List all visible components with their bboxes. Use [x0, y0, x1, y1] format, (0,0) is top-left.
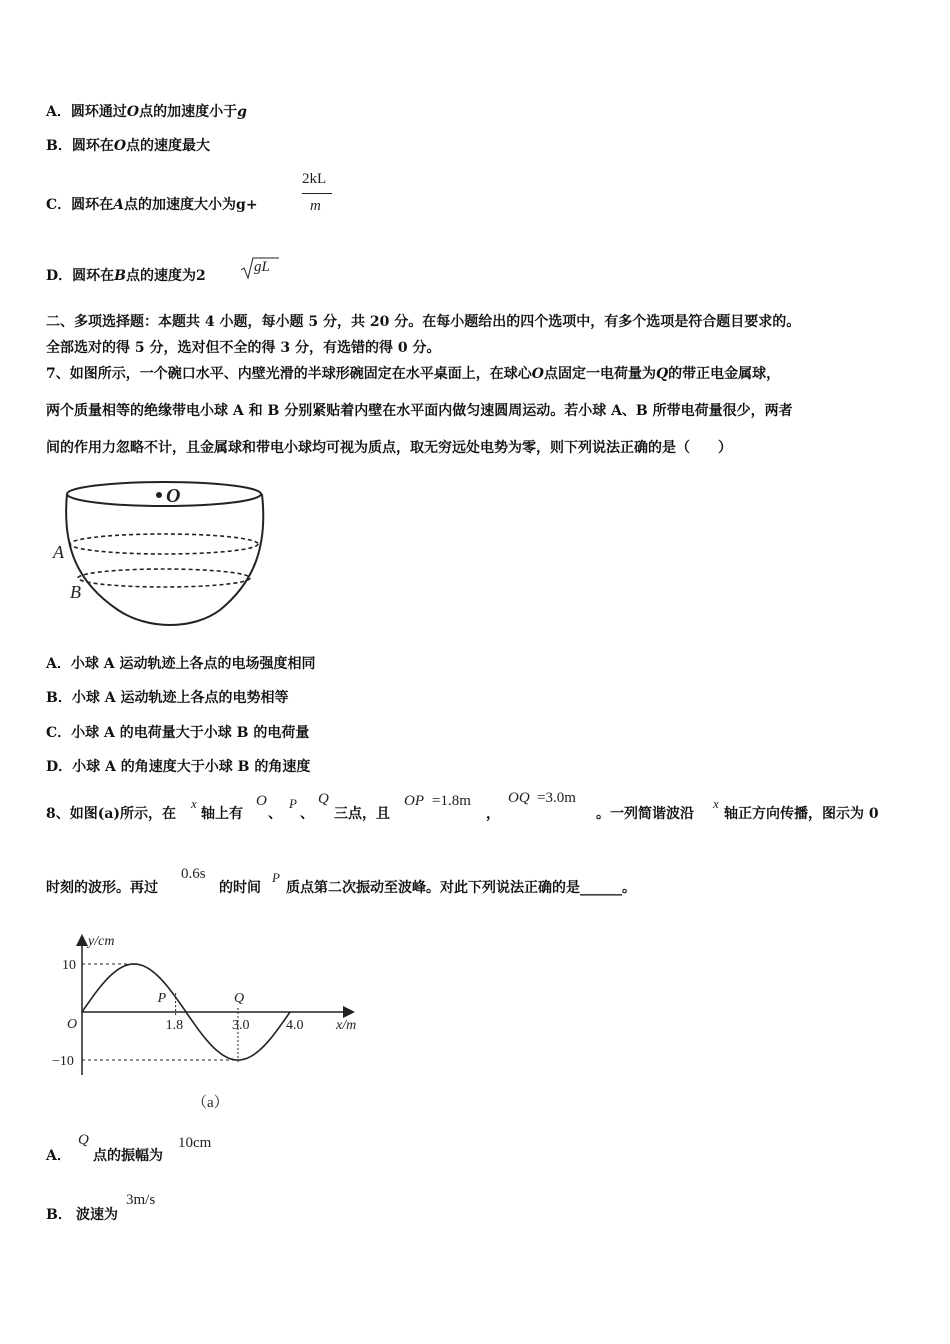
bowl-figure — [48, 478, 278, 638]
math-var: B — [114, 268, 126, 284]
ring-a-orbit — [70, 534, 258, 554]
wave-data-point — [159, 977, 161, 979]
q8-oq-lhs: OQ — [508, 790, 530, 806]
x-tick-label: 1.8 — [165, 1018, 184, 1033]
option-text: 小球 A 运动轨迹上各点的电场强度相同 — [70, 656, 316, 672]
option-text: 小球 A 运动轨迹上各点的电势相等 — [71, 690, 289, 706]
x-tick-label: 4.0 — [286, 1018, 304, 1033]
math-var: O — [126, 104, 140, 120]
q8-x2: x — [713, 796, 719, 811]
math-var: A — [113, 197, 125, 213]
q8-option-a-text: 点的振幅为 — [93, 1148, 163, 1164]
q8-option-b[interactable]: B． — [46, 1207, 72, 1223]
q7-stem-line2: 两个质量相等的绝缘带电小球 A 和 B 分别紧贴着内壁在水平面内做匀速圆周运动。若小球 A、B 所带电荷量很少，两者 — [46, 403, 793, 419]
point-q-label: Q — [234, 991, 245, 1006]
section-header-line2: 全部选对的得 5 分，选对但不全的得 3 分，有选错的得 0 分。 — [46, 340, 441, 356]
wave-graph — [40, 925, 370, 1115]
q8-op-lhs: OP — [404, 793, 424, 809]
option-label: D． — [46, 759, 73, 775]
q8-option-a[interactable]: A． — [46, 1148, 71, 1164]
q8-option-b-value: 3m/s — [126, 1192, 156, 1208]
q7-option-a[interactable] — [46, 655, 315, 673]
option-label: C． — [46, 197, 72, 213]
y-tick-max: 10 — [62, 958, 76, 973]
option-label: D． — [46, 268, 73, 284]
q8-point-q: Q — [318, 791, 329, 807]
center-label: O — [166, 485, 181, 507]
option-text: 小球 A 的角速度大于小球 B 的角速度 — [72, 759, 311, 775]
section-header-line1: 二、多项选择题：本题共 4 小题，每小题 5 分，共 20 分。在每小题给出的四个选项中，有多个选项是符合题目要求的。 — [46, 314, 801, 330]
q6-option-b[interactable] — [46, 137, 210, 155]
bowl-outline — [66, 494, 263, 625]
q8-option-a-value: 10cm — [178, 1135, 212, 1151]
option-text: 点的加速度小于 — [139, 104, 238, 120]
stem-text: 7、如图所示，一个碗口水平、内壁光滑的半球形碗固定在水平桌面上，在球心 — [46, 366, 532, 382]
wave-data-point — [81, 1011, 83, 1013]
q8-point-p: P — [289, 796, 297, 811]
option-label: B． — [46, 138, 72, 154]
q6-option-c[interactable] — [46, 196, 258, 214]
q8-stem-b: 轴上有 — [201, 806, 243, 822]
math-var: Q — [655, 366, 669, 382]
ring-a-label: A — [53, 542, 64, 562]
q8-line2b: 的时间 — [219, 880, 261, 896]
option-label: A． — [46, 104, 71, 120]
q8-line2a: 时刻的波形。再过 — [46, 880, 158, 896]
wave-data-point — [107, 977, 109, 979]
q8-stem-a: 8、如图(a)所示，在 — [46, 806, 177, 822]
y-tick-min: −10 — [52, 1054, 74, 1069]
wave-data-point — [263, 1045, 265, 1047]
q8-line2c: 质点第二次振动至波峰。对此下列说法正确的是______。 — [286, 880, 636, 896]
option-text: 点的速度最大 — [126, 138, 211, 154]
fraction-denominator: m — [310, 198, 321, 214]
q8-option-b-text: 波速为 — [76, 1207, 118, 1223]
q8-point-o: O — [256, 793, 267, 809]
option-label: A． — [46, 656, 71, 672]
q8-comma: ， — [486, 806, 500, 822]
graph-caption: （a） — [192, 1095, 229, 1111]
x-axis-label: x/m — [336, 1018, 357, 1033]
stem-text: 的带正电金属球， — [668, 366, 781, 382]
math-var: O — [531, 366, 544, 382]
math-var: g — [237, 104, 247, 120]
q7-option-d[interactable] — [46, 758, 310, 776]
wave-data-point — [211, 1045, 213, 1047]
option-text: g+ — [236, 197, 258, 213]
bowl-rim — [67, 482, 261, 506]
q8-point-p2: P — [272, 870, 280, 885]
q7-option-c[interactable] — [46, 724, 309, 742]
q7-option-b[interactable] — [46, 689, 288, 707]
q8-sep1: 、 — [268, 806, 282, 822]
q8-stem-d: 。一列简谐波沿 — [596, 806, 694, 822]
q8-stem-c: 三点，且 — [334, 806, 390, 822]
q8-stem-e: 轴正方向传播，图示为 0 — [724, 806, 879, 822]
option-text: 小球 A 的电荷量大于小球 B 的电荷量 — [71, 725, 310, 741]
point-p-label: P — [157, 991, 167, 1006]
q6-option-a[interactable] — [46, 103, 247, 121]
q8-oq-rhs: =3.0m — [537, 790, 576, 806]
option-text: 圆环在 — [71, 197, 114, 213]
y-axis-label: y/cm — [88, 934, 115, 949]
fraction-numerator: 2kL — [302, 171, 327, 187]
option-text: 2 — [195, 268, 206, 284]
q8-sep2: 、 — [300, 806, 314, 822]
fraction-bar — [302, 193, 332, 194]
q8-option-a-var: Q — [78, 1132, 89, 1148]
origin-label: O — [67, 1017, 78, 1032]
math-var: O — [113, 138, 127, 154]
option-text: 圆环在 — [71, 138, 114, 154]
center-point — [156, 492, 162, 498]
option-text: 点的速度为 — [125, 268, 196, 284]
ring-b-label: B — [70, 582, 81, 602]
ring-b-orbit — [78, 569, 250, 587]
option-text: 点的加速度大小为 — [124, 197, 237, 213]
q7-stem-line1 — [46, 365, 780, 383]
wave-data-point — [185, 1011, 187, 1013]
radicand: gL — [254, 259, 270, 275]
option-label: B． — [46, 690, 72, 706]
q8-time: 0.6s — [181, 866, 206, 882]
wave-data-point — [289, 1011, 291, 1013]
stem-text: 点固定一电荷量为 — [543, 366, 656, 382]
q7-stem-line3: 间的作用力忽略不计，且金属球和带电小球均可视为质点，取无穷远处电势为零，则下列说法正确的是（ ） — [46, 440, 732, 456]
x-tick-label: 3.0 — [232, 1018, 250, 1033]
q8-op-rhs: =1.8m — [432, 793, 471, 809]
q6-option-d[interactable] — [46, 267, 206, 285]
option-text: 圆环在 — [72, 268, 115, 284]
option-label: C． — [46, 725, 72, 741]
option-text: 圆环通过 — [70, 104, 127, 120]
q8-x1: x — [191, 796, 197, 811]
